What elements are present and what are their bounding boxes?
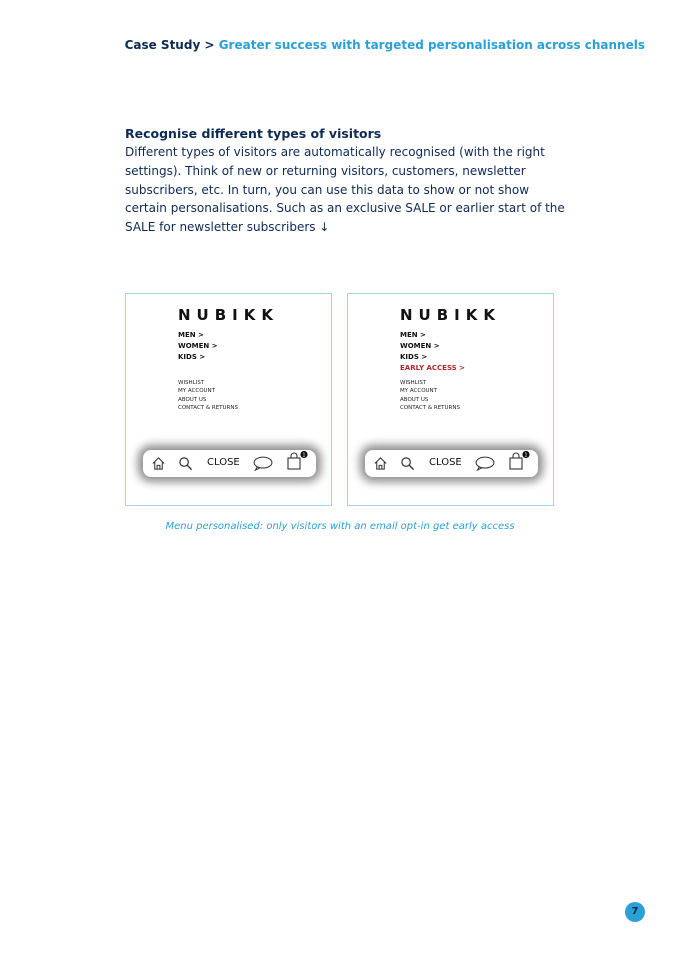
menu-item-wishlist[interactable]: WISHLIST [178, 380, 205, 386]
close-button[interactable]: CLOSE [429, 457, 462, 468]
menu-item-contact-returns[interactable]: CONTACT & RETURNS [178, 405, 238, 412]
section-heading: Recognise different types of visitors [125, 126, 382, 141]
chat-icon[interactable] [474, 456, 496, 471]
main-menu [400, 330, 465, 374]
menu-item-women[interactable]: WOMEN > [400, 342, 440, 350]
breadcrumb [125, 38, 645, 52]
figure-caption: Menu personalised: only visitors with an email opt-in get early access [165, 521, 515, 532]
bottom-nav-bar [143, 450, 316, 477]
menu-item-women[interactable]: WOMEN > [178, 342, 218, 350]
breadcrumb-case-study[interactable]: Case Study [124, 38, 201, 52]
menu-item-kids[interactable]: KIDS > [400, 353, 428, 361]
shopping-bag-icon[interactable] [285, 450, 309, 472]
page-number: 7 [625, 902, 645, 922]
close-button[interactable]: CLOSE [207, 457, 240, 468]
phone-mockup-personalised [347, 293, 554, 506]
menu-item-men[interactable]: MEN > [400, 331, 426, 339]
content-section [125, 126, 570, 237]
home-icon[interactable] [151, 456, 166, 471]
brand-logo: NUBIKK [400, 306, 501, 324]
menu-item-early-access[interactable]: EARLY ACCESS > [400, 364, 466, 372]
secondary-menu [400, 379, 460, 413]
secondary-menu [178, 379, 238, 413]
breadcrumb-current: Greater success with targeted personalisation across channels [218, 38, 645, 52]
search-icon[interactable] [178, 456, 193, 471]
menu-item-about-us[interactable]: ABOUT US [178, 396, 207, 403]
menu-item-my-account[interactable]: MY ACCOUNT [400, 388, 438, 395]
phone-mockup-standard [125, 293, 332, 506]
menu-item-about-us[interactable]: ABOUT US [400, 396, 429, 403]
menu-item-kids[interactable]: KIDS > [178, 353, 206, 361]
breadcrumb-separator: > [204, 38, 215, 52]
menu-item-my-account[interactable]: MY ACCOUNT [178, 388, 216, 395]
menu-item-men[interactable]: MEN > [178, 331, 204, 339]
search-icon[interactable] [400, 456, 415, 471]
section-body: Different types of visitors are automatically recognised (with the right settings). Think of new or returning visitors, customers, newsletter subscribers, etc. In turn, you can use this data to show or not show certain personalisations. Such as an exclusive SALE or earlier start of the SALE for newsletter subscribers ↓ [125, 145, 565, 235]
menu-item-wishlist[interactable]: WISHLIST [400, 380, 427, 386]
main-menu [178, 330, 218, 363]
brand-logo: NUBIKK [178, 306, 279, 324]
chat-icon[interactable] [252, 456, 274, 471]
home-icon[interactable] [373, 456, 388, 471]
shopping-bag-icon[interactable] [507, 450, 531, 472]
cart-count-badge: 1 [524, 452, 528, 459]
cart-count-badge: 1 [302, 452, 306, 459]
menu-item-contact-returns[interactable]: CONTACT & RETURNS [400, 405, 460, 412]
bottom-nav-bar [365, 450, 538, 477]
